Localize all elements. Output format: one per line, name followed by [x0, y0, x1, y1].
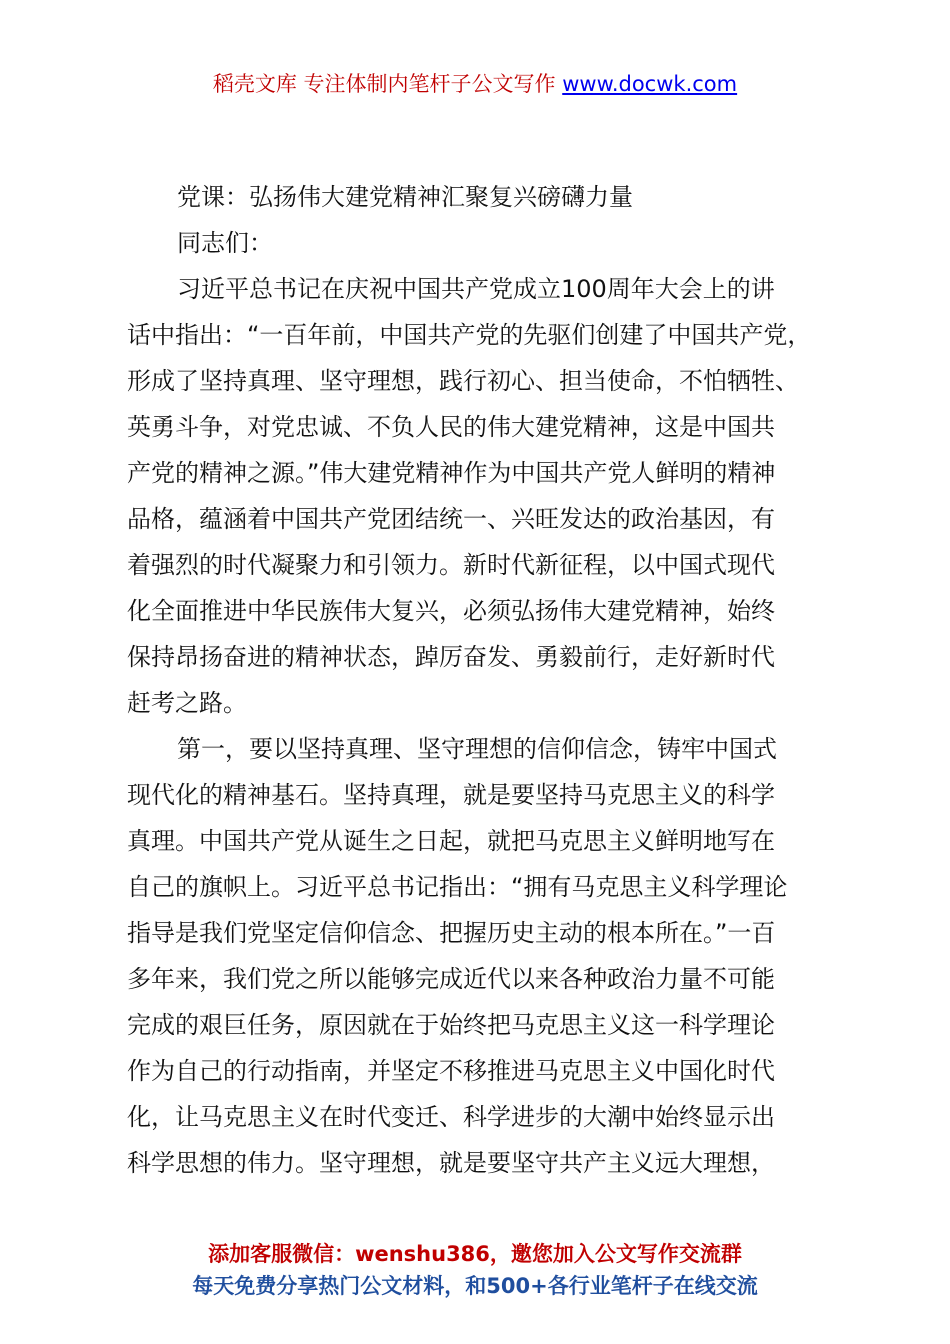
- greeting: 同志们：: [177, 229, 273, 257]
- paragraph-line: 保持昂扬奋进的精神状态，踔厉奋发、勇毅前行，走好新时代: [127, 643, 775, 671]
- footer-contact-line: 添加客服微信：wenshu386，邀您加入公文写作交流群: [208, 1242, 742, 1266]
- paragraph-line: 完成的艰巨任务，原因就在于始终把马克思主义这一科学理论: [127, 1011, 775, 1039]
- paragraph-line: 化全面推进中华民族伟大复兴，必须弘扬伟大建党精神，始终: [127, 597, 775, 625]
- paragraph-line: 习近平总书记在庆祝中国共产党成立100周年大会上的讲: [177, 275, 775, 303]
- paragraph-line: 赶考之路。: [127, 689, 247, 717]
- paragraph-line: 现代化的精神基石。坚持真理，就是要坚持马克思主义的科学: [127, 781, 775, 809]
- paragraph-line: 真理。中国共产党从诞生之日起，就把马克思主义鲜明地写在: [127, 827, 775, 855]
- paragraph-line: 指导是我们党坚定信仰信念、把握历史主动的根本所在。”一百: [127, 919, 776, 947]
- document-title: 党课：弘扬伟大建党精神汇聚复兴磅礴力量: [177, 183, 633, 211]
- paragraph-line: 自己的旗帜上。习近平总书记指出：“拥有马克思主义科学理论: [127, 873, 788, 901]
- paragraph-line: 第一，要以坚持真理、坚守理想的信仰信念，铸牢中国式: [177, 735, 777, 763]
- paragraph-2: [127, 726, 829, 1186]
- paragraph-line: 形成了坚持真理、坚守理想，践行初心、担当使命，不怕牺牲、: [127, 367, 799, 395]
- paragraph-line: 产党的精神之源。”伟大建党精神作为中国共产党人鲜明的精神: [127, 459, 776, 487]
- page-header: [0, 70, 950, 98]
- paragraph-line: 英勇斗争，对党忠诚、不负人民的伟大建党精神，这是中国共: [127, 413, 775, 441]
- header-text: 稻壳文库 专注体制内笔杆子公文写作: [212, 72, 563, 96]
- paragraph-line: 品格，蕴涵着中国共产党团结统一、兴旺发达的政治基因，有: [127, 505, 775, 533]
- paragraph-line: 科学思想的伟力。坚守理想，就是要坚守共产主义远大理想，: [127, 1149, 775, 1177]
- paragraph-line: 多年来，我们党之所以能够完成近代以来各种政治力量不可能: [127, 965, 775, 993]
- footer-promo-line: 每天免费分享热门公文材料，和500+各行业笔杆子在线交流: [192, 1274, 758, 1298]
- header-website-link[interactable]: www.docwk.com: [562, 72, 738, 96]
- paragraph-line: 话中指出：“一百年前，中国共产党的先驱们创建了中国共产党，: [127, 321, 812, 349]
- document-body: [127, 174, 829, 1186]
- paragraph-line: 着强烈的时代凝聚力和引领力。新时代新征程，以中国式现代: [127, 551, 775, 579]
- paragraph-line: 作为自己的行动指南，并坚定不移推进马克思主义中国化时代: [127, 1057, 775, 1085]
- paragraph-1: [127, 266, 829, 726]
- page-footer: [0, 1238, 950, 1302]
- paragraph-line: 化，让马克思主义在时代变迁、科学进步的大潮中始终显示出: [127, 1103, 775, 1131]
